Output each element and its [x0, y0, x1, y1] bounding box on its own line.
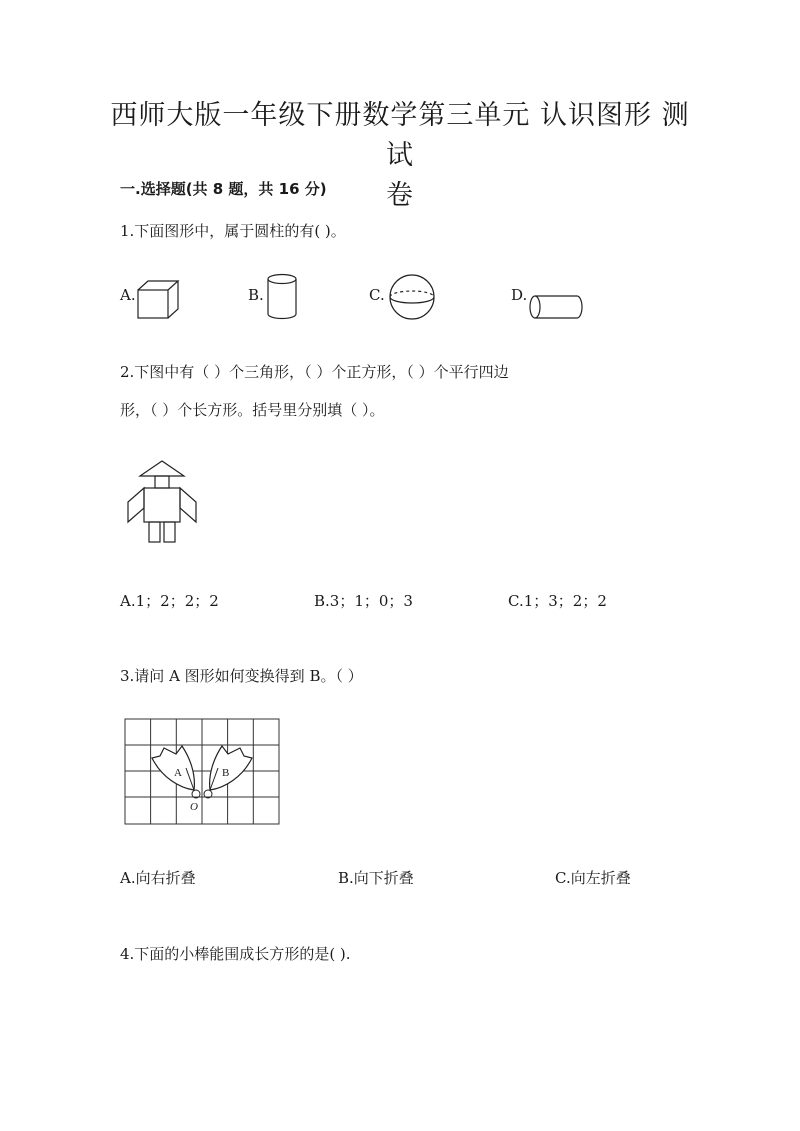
section-heading: 一.选择题(共 8 题，共 16 分) — [120, 180, 327, 198]
grid-figure — [124, 718, 280, 826]
question-4-text: 4.下面的小棒能围成长方形的是( ). — [120, 945, 351, 963]
q1-option-a-label: A. — [120, 286, 136, 304]
robot-figure — [126, 460, 198, 544]
q3-option-a: A.向右折叠 — [120, 869, 196, 887]
question-3-text: 3.请问 A 图形如何变换得到 B。（ ） — [120, 667, 363, 685]
q1-option-b-label: B. — [248, 286, 264, 304]
question-1-text: 1.下面图形中，属于圆柱的有( )。 — [120, 222, 346, 240]
q1-option-c-label: C. — [369, 286, 385, 304]
cube-icon — [136, 280, 184, 320]
figure-label-o: O — [190, 801, 198, 813]
title-line-1: 西师大版一年级下册数学第三单元 认识图形 测试 — [110, 100, 690, 171]
q1-option-d-label: D. — [511, 286, 528, 304]
q2-option-a: A.1；2；2；2 — [120, 592, 219, 610]
sphere-icon — [388, 273, 438, 323]
question-2-line-1: 2.下图中有（ ）个三角形，（ ）个正方形，（ ）个平行四边 — [120, 363, 509, 381]
cylinder-lying-icon — [527, 294, 585, 322]
q3-option-c: C.向左折叠 — [555, 869, 631, 887]
figure-label-b: B — [222, 767, 230, 779]
question-2-line-2: 形，（ ）个长方形。括号里分别填（ ）。 — [120, 401, 385, 419]
q2-option-b: B.3；1；0；3 — [314, 592, 413, 610]
figure-label-a: A — [174, 767, 182, 779]
q2-option-c: C.1；3；2；2 — [508, 592, 607, 610]
title-line-2: 卷 — [386, 180, 414, 211]
cylinder-upright-icon — [266, 273, 300, 321]
q3-option-b: B.向下折叠 — [338, 869, 414, 887]
